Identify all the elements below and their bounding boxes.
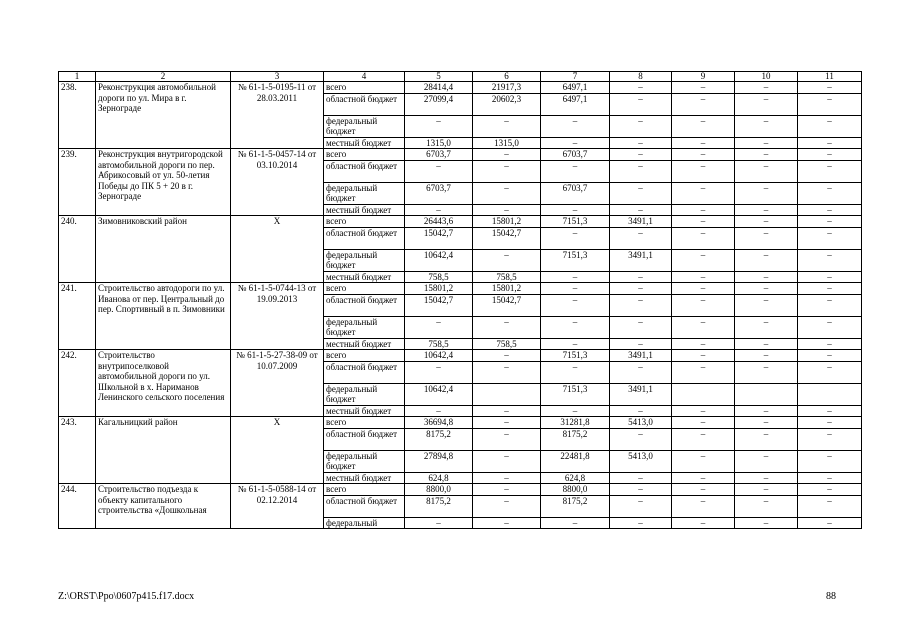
funding-source: местный бюджет — [324, 338, 405, 350]
value-cell: – — [798, 417, 862, 429]
value-cell: – — [672, 216, 735, 228]
value-cell: – — [798, 93, 862, 115]
value-cell: 6497,1 — [541, 93, 610, 115]
value-cell: – — [798, 428, 862, 450]
value-cell: – — [672, 316, 735, 338]
registration-number: № 61-1-5-0195-11 от 28.03.2011 — [231, 82, 324, 149]
value-cell: – — [672, 182, 735, 204]
object-name: Реконструкция автомобильной дороги по ул. Мира в г. Зернограде — [96, 82, 231, 149]
value-cell: 6703,7 — [541, 149, 610, 161]
value-cell: 15801,2 — [405, 283, 473, 295]
value-cell: – — [672, 227, 735, 249]
value-cell: – — [735, 450, 798, 472]
value-cell: – — [541, 338, 610, 350]
value-cell: – — [473, 182, 541, 204]
value-cell: – — [672, 350, 735, 362]
value-cell: 15042,7 — [473, 227, 541, 249]
value-cell: – — [735, 405, 798, 417]
value-cell: 20602,3 — [473, 93, 541, 115]
value-cell: 1315,0 — [473, 137, 541, 149]
header-cell: 8 — [610, 72, 672, 82]
value-cell: – — [672, 450, 735, 472]
value-cell: – — [473, 428, 541, 450]
value-cell: – — [735, 517, 798, 529]
value-cell: – — [798, 82, 862, 94]
value-cell: 27099,4 — [405, 93, 473, 115]
value-cell: – — [798, 338, 862, 350]
value-cell: – — [541, 227, 610, 249]
value-cell: – — [798, 271, 862, 283]
value-cell: 7151,3 — [541, 350, 610, 362]
value-cell: – — [798, 182, 862, 204]
value-cell: 624,8 — [405, 472, 473, 484]
value-cell: – — [798, 361, 862, 383]
funding-source: федеральный бюджет — [324, 182, 405, 204]
funding-source: местный бюджет — [324, 137, 405, 149]
value-cell: – — [735, 137, 798, 149]
value-cell: – — [672, 428, 735, 450]
funding-source: местный бюджет — [324, 472, 405, 484]
row-number: 243. — [59, 417, 96, 484]
value-cell: – — [672, 405, 735, 417]
value-cell: 15042,7 — [473, 294, 541, 316]
value-cell: – — [798, 495, 862, 517]
value-cell: – — [798, 137, 862, 149]
value-cell: – — [473, 115, 541, 137]
value-cell: – — [735, 428, 798, 450]
value-cell: – — [610, 338, 672, 350]
header-cell: 7 — [541, 72, 610, 82]
value-cell: – — [672, 484, 735, 496]
value-cell: – — [405, 115, 473, 137]
header-cell: 1 — [59, 72, 96, 82]
value-cell: – — [473, 160, 541, 182]
value-cell: – — [735, 216, 798, 228]
value-cell: – — [798, 316, 862, 338]
value-cell: 6703,7 — [405, 149, 473, 161]
row-number: 241. — [59, 283, 96, 350]
value-cell: – — [541, 271, 610, 283]
value-cell: 6703,7 — [541, 182, 610, 204]
funding-source: федеральный бюджет — [324, 249, 405, 271]
table-row — [59, 350, 862, 362]
value-cell: 624,8 — [541, 472, 610, 484]
header-cell: 11 — [798, 72, 862, 82]
value-cell: 8175,2 — [541, 428, 610, 450]
value-cell: – — [798, 115, 862, 137]
funding-source: областной бюджет — [324, 294, 405, 316]
value-cell: – — [473, 316, 541, 338]
value-cell: – — [405, 517, 473, 529]
value-cell: – — [610, 271, 672, 283]
value-cell: 8175,2 — [405, 428, 473, 450]
value-cell: – — [735, 249, 798, 271]
budget-table — [58, 71, 862, 529]
value-cell: – — [672, 338, 735, 350]
table-body — [59, 72, 862, 529]
value-cell: – — [541, 517, 610, 529]
value-cell: 758,5 — [473, 271, 541, 283]
header-cell: 6 — [473, 72, 541, 82]
value-cell: 27894,8 — [405, 450, 473, 472]
value-cell: – — [610, 472, 672, 484]
value-cell: 3491,1 — [610, 383, 672, 405]
value-cell: – — [735, 484, 798, 496]
funding-source: всего — [324, 283, 405, 295]
value-cell: – — [541, 204, 610, 216]
value-cell: – — [473, 204, 541, 216]
funding-source: федеральный бюджет — [324, 383, 405, 405]
header-cell: 2 — [96, 72, 231, 82]
value-cell: 10642,4 — [405, 249, 473, 271]
value-cell: 758,5 — [405, 271, 473, 283]
value-cell: 15801,2 — [473, 216, 541, 228]
value-cell: – — [541, 405, 610, 417]
value-cell — [735, 383, 798, 405]
value-cell: – — [405, 316, 473, 338]
object-name: Кагальницкий район — [96, 417, 231, 484]
object-name: Строительство подъезда к объекту капитального строительства «Дошкольная — [96, 484, 231, 529]
object-name: Реконструкция внутригородской автомобильной дороги по пер. Абрикосовый от ул. 50-летия Победы до ПК 5 + 20 в г. Зернограде — [96, 149, 231, 216]
funding-source: областной бюджет — [324, 93, 405, 115]
table-row — [59, 417, 862, 429]
value-cell: 15801,2 — [473, 283, 541, 295]
value-cell: – — [672, 249, 735, 271]
value-cell: – — [798, 350, 862, 362]
funding-source: местный бюджет — [324, 204, 405, 216]
value-cell: 7151,3 — [541, 216, 610, 228]
header-cell: 3 — [231, 72, 324, 82]
value-cell: – — [610, 517, 672, 529]
funding-source: областной бюджет — [324, 160, 405, 182]
value-cell: – — [610, 361, 672, 383]
value-cell: – — [798, 283, 862, 295]
registration-number: № 61-1-5-0744-13 от 19.09.2013 — [231, 283, 324, 350]
value-cell: – — [735, 149, 798, 161]
header-cell: 4 — [324, 72, 405, 82]
value-cell: – — [610, 137, 672, 149]
value-cell: – — [735, 350, 798, 362]
object-name: Строительство автодороги по ул. Иванова от пер. Центральный до пер. Спортивный в п. Зимовники — [96, 283, 231, 350]
table-row — [59, 149, 862, 161]
value-cell: – — [405, 405, 473, 417]
value-cell — [672, 383, 735, 405]
value-cell: – — [473, 517, 541, 529]
value-cell: 7151,3 — [541, 249, 610, 271]
value-cell: – — [610, 495, 672, 517]
value-cell: – — [798, 204, 862, 216]
funding-source: всего — [324, 82, 405, 94]
value-cell: – — [672, 93, 735, 115]
value-cell: – — [473, 484, 541, 496]
value-cell: – — [672, 271, 735, 283]
value-cell: 15042,7 — [405, 227, 473, 249]
value-cell: – — [610, 204, 672, 216]
value-cell: – — [672, 294, 735, 316]
value-cell: 8175,2 — [405, 495, 473, 517]
value-cell: – — [541, 283, 610, 295]
value-cell: 6703,7 — [405, 182, 473, 204]
header-cell: 9 — [672, 72, 735, 82]
value-cell: 36694,8 — [405, 417, 473, 429]
value-cell: – — [672, 115, 735, 137]
funding-source: местный бюджет — [324, 271, 405, 283]
value-cell: – — [473, 149, 541, 161]
funding-source: областной бюджет — [324, 361, 405, 383]
value-cell: 21917,3 — [473, 82, 541, 94]
funding-source: всего — [324, 417, 405, 429]
value-cell: – — [405, 160, 473, 182]
value-cell: – — [473, 472, 541, 484]
value-cell: – — [672, 149, 735, 161]
registration-number: X — [231, 417, 324, 484]
value-cell: – — [473, 417, 541, 429]
value-cell: – — [610, 405, 672, 417]
row-number: 244. — [59, 484, 96, 529]
value-cell: – — [672, 417, 735, 429]
value-cell: 31281,8 — [541, 417, 610, 429]
value-cell: 8800,0 — [405, 484, 473, 496]
value-cell: 22481,8 — [541, 450, 610, 472]
value-cell: – — [672, 361, 735, 383]
header-cell: 5 — [405, 72, 473, 82]
value-cell: – — [672, 160, 735, 182]
value-cell: – — [541, 160, 610, 182]
value-cell: – — [610, 82, 672, 94]
value-cell: – — [735, 182, 798, 204]
value-cell: – — [735, 82, 798, 94]
funding-source: областной бюджет — [324, 495, 405, 517]
funding-source: федеральный бюджет — [324, 115, 405, 137]
value-cell: 5413,0 — [610, 417, 672, 429]
table-row — [59, 283, 862, 295]
funding-source: всего — [324, 484, 405, 496]
value-cell: – — [672, 517, 735, 529]
value-cell: – — [672, 495, 735, 517]
value-cell: – — [798, 405, 862, 417]
value-cell: – — [405, 361, 473, 383]
value-cell: – — [798, 294, 862, 316]
table-row — [59, 216, 862, 228]
value-cell: – — [735, 271, 798, 283]
registration-number: № 61-1-5-0588-14 от 02.12.2014 — [231, 484, 324, 529]
value-cell: 8175,2 — [541, 495, 610, 517]
row-number: 240. — [59, 216, 96, 283]
value-cell — [798, 383, 862, 405]
table-row — [59, 82, 862, 94]
value-cell: 3491,1 — [610, 216, 672, 228]
registration-number: № 61-1-5-27-38-09 от 10.07.2009 — [231, 350, 324, 417]
value-cell: – — [735, 472, 798, 484]
value-cell: 15042,7 — [405, 294, 473, 316]
value-cell: – — [610, 93, 672, 115]
value-cell: – — [735, 495, 798, 517]
value-cell: – — [735, 115, 798, 137]
value-cell: 26443,6 — [405, 216, 473, 228]
value-cell: – — [735, 338, 798, 350]
funding-source: федеральный — [324, 517, 405, 529]
value-cell: – — [735, 227, 798, 249]
value-cell: – — [610, 182, 672, 204]
row-number: 242. — [59, 350, 96, 417]
value-cell: – — [541, 361, 610, 383]
value-cell: 6497,1 — [541, 82, 610, 94]
value-cell: – — [735, 361, 798, 383]
value-cell: – — [541, 316, 610, 338]
value-cell: – — [798, 216, 862, 228]
value-cell: 758,5 — [405, 338, 473, 350]
value-cell: – — [473, 450, 541, 472]
footer-file-path: Z:\ORST\Ppo\0607p415.f17.docx — [58, 591, 195, 602]
value-cell: – — [473, 350, 541, 362]
row-number: 238. — [59, 82, 96, 149]
object-name: Зимовниковский район — [96, 216, 231, 283]
value-cell: – — [798, 484, 862, 496]
value-cell: – — [798, 160, 862, 182]
footer-page-number: 88 — [826, 591, 836, 602]
value-cell: – — [735, 283, 798, 295]
value-cell: – — [672, 472, 735, 484]
value-cell: – — [610, 149, 672, 161]
value-cell: – — [610, 316, 672, 338]
value-cell: – — [610, 283, 672, 295]
value-cell: – — [610, 115, 672, 137]
funding-source: всего — [324, 149, 405, 161]
value-cell: – — [610, 294, 672, 316]
value-cell: 5413,0 — [610, 450, 672, 472]
table-row — [59, 484, 862, 496]
value-cell: – — [473, 249, 541, 271]
value-cell: – — [405, 204, 473, 216]
value-cell: 3491,1 — [610, 249, 672, 271]
value-cell: – — [798, 450, 862, 472]
value-cell: – — [735, 294, 798, 316]
value-cell: 7151,3 — [541, 383, 610, 405]
value-cell: – — [735, 93, 798, 115]
value-cell: – — [672, 137, 735, 149]
value-cell: – — [473, 405, 541, 417]
value-cell: 3491,1 — [610, 350, 672, 362]
value-cell: – — [735, 204, 798, 216]
value-cell: – — [798, 472, 862, 484]
value-cell: – — [798, 249, 862, 271]
header-row — [59, 72, 862, 82]
value-cell: – — [672, 283, 735, 295]
object-name: Строительство внутрипоселковой автомобильной дороги по ул. Школьной в х. Нариманов Ленинского сельского поселения — [96, 350, 231, 417]
funding-source: областной бюджет — [324, 227, 405, 249]
value-cell: – — [610, 160, 672, 182]
value-cell: 1315,0 — [405, 137, 473, 149]
value-cell: – — [541, 294, 610, 316]
value-cell: – — [541, 137, 610, 149]
funding-source: всего — [324, 216, 405, 228]
value-cell: – — [798, 149, 862, 161]
funding-source: местный бюджет — [324, 405, 405, 417]
value-cell — [473, 383, 541, 405]
value-cell: – — [735, 417, 798, 429]
value-cell: – — [735, 160, 798, 182]
row-number: 239. — [59, 149, 96, 216]
value-cell: 28414,4 — [405, 82, 473, 94]
value-cell: – — [798, 227, 862, 249]
funding-source: федеральный бюджет — [324, 450, 405, 472]
value-cell: – — [672, 204, 735, 216]
header-cell: 10 — [735, 72, 798, 82]
value-cell: – — [610, 428, 672, 450]
value-cell: 10642,4 — [405, 383, 473, 405]
funding-source: всего — [324, 350, 405, 362]
value-cell: – — [473, 495, 541, 517]
value-cell: 10642,4 — [405, 350, 473, 362]
value-cell: – — [610, 484, 672, 496]
value-cell: 758,5 — [473, 338, 541, 350]
registration-number: № 61-1-5-0457-14 от 03.10.2014 — [231, 149, 324, 216]
value-cell: – — [672, 82, 735, 94]
value-cell: – — [610, 227, 672, 249]
registration-number: X — [231, 216, 324, 283]
funding-source: федеральный бюджет — [324, 316, 405, 338]
value-cell: – — [735, 316, 798, 338]
value-cell: – — [541, 115, 610, 137]
value-cell: – — [798, 517, 862, 529]
funding-source: областной бюджет — [324, 428, 405, 450]
value-cell: 8800,0 — [541, 484, 610, 496]
value-cell: – — [473, 361, 541, 383]
